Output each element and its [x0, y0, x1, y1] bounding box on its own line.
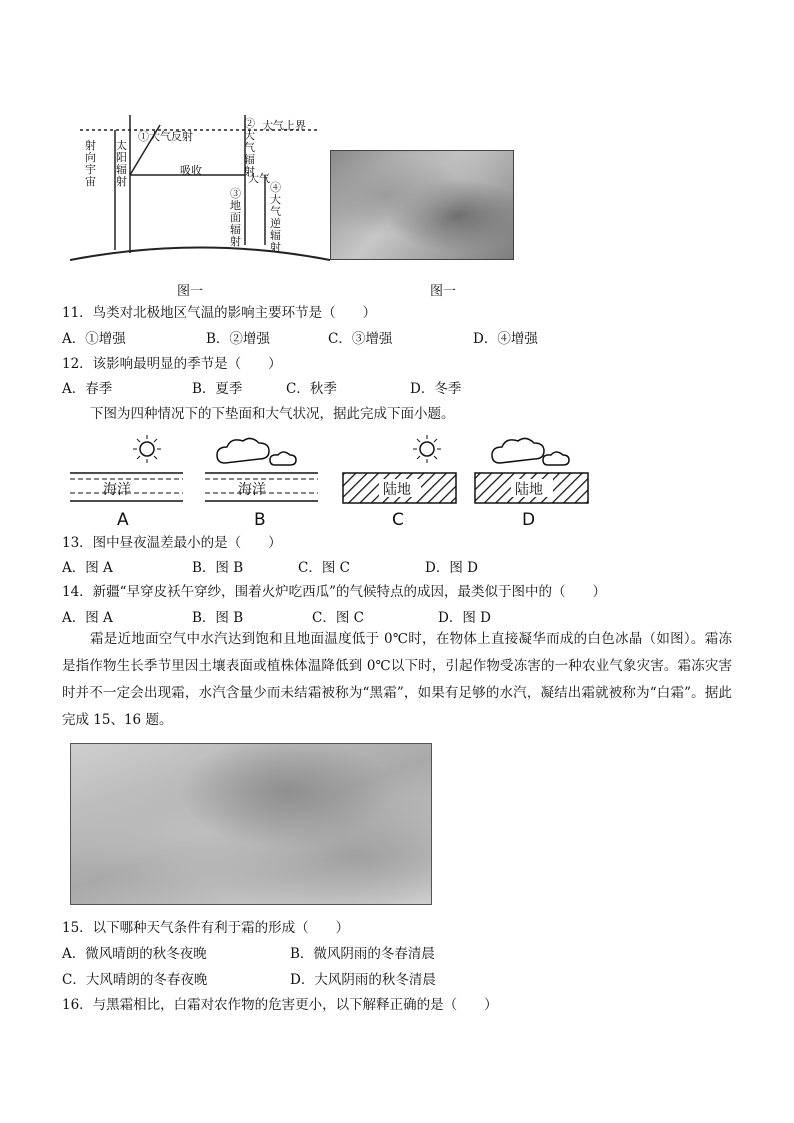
label-solar: 太阳辐射 [116, 139, 127, 188]
sun-icon [413, 435, 441, 463]
q15-stem: 15．以下哪种天气条件有利于霜的形成（ ） [62, 920, 350, 936]
q12-option-c: C．秋季 [286, 381, 337, 397]
label-atm: 大气 [248, 172, 270, 185]
scenario-d-surface: 陆地 [515, 482, 543, 498]
intro-13-14: 下图为四种情况下的下垫面和大气状况，据此完成下面小题。 [90, 406, 455, 422]
q12-stem: 12．该影响最明显的季节是（ ） [62, 356, 282, 372]
frost-photo [70, 743, 432, 905]
label-space: 射向宇宙 [85, 139, 96, 188]
q13-option-d: D．图 D [425, 560, 478, 576]
scenario-b-label: B [254, 510, 266, 530]
label-atm-top: 大气上界 [262, 119, 306, 132]
figure2-caption: 图一 [430, 284, 457, 299]
cloud-icon [492, 438, 569, 465]
label-atm-rad: ②大气辐射 [244, 117, 255, 178]
q14-stem: 14．新疆“早穿皮袄午穿纱，围着火炉吃西瓜”的气候特点的成因，最类似于图中的（ ） [62, 584, 606, 600]
q11-option-d: D．④增强 [473, 331, 538, 347]
scenario-b-surface: 海洋 [238, 482, 266, 498]
label-ground: ③地面辐射 [230, 187, 241, 248]
scenario-c-label: C [392, 510, 404, 530]
q15-option-a: A．微风晴朗的秋冬夜晚 [62, 946, 207, 962]
figure1-caption: 图一 [177, 284, 204, 299]
scenario-a-label: A [117, 510, 129, 530]
q13-option-b: B．图 B [192, 560, 244, 576]
q15-option-d: D．大风阴雨的秋冬清晨 [290, 972, 436, 988]
q11-option-b: B．②增强 [206, 331, 270, 347]
scenario-d-label: D [522, 510, 536, 530]
bird-photo [330, 150, 514, 260]
q14-option-a: A．图 A [62, 610, 113, 626]
label-counter: ④大气逆辐射 [270, 181, 281, 254]
q13-stem: 13．图中昼夜温差最小的是（ ） [62, 535, 282, 551]
label-reflect: ①大气反射 [138, 130, 193, 143]
q12-option-a: A．春季 [62, 381, 113, 397]
sun-icon [133, 435, 161, 463]
q15-option-b: B．微风阴雨的冬春清晨 [290, 946, 435, 962]
q14-option-c: C．图 C [312, 610, 364, 626]
q11-option-a: A．①增强 [62, 331, 126, 347]
q14-option-b: B．图 B [192, 610, 244, 626]
q12-option-b: B．夏季 [192, 381, 243, 397]
scenario-c-surface: 陆地 [383, 482, 411, 498]
q11-option-c: C．③增强 [328, 331, 393, 347]
q11-stem: 11．鸟类对北极地区气温的影响主要环节是（ ） [62, 305, 377, 321]
label-absorb: 吸收 [180, 164, 202, 177]
cloud-icon [217, 438, 296, 465]
q12-option-d: D．冬季 [410, 381, 462, 397]
scenario-a-surface: 海洋 [103, 482, 131, 498]
intro-15-16: 霜是近地面空气中水汽达到饱和且地面温度低于 0℃时，在物体上直接凝华而成的白色冰晶（如图）。霜冻是指作物生长季节里因土壤表面或植株体温降低到 0℃以下时，引起作物受冻害的一种农业气象灾害。霜冻灾害时并不一定会出现霜，水汽含量少而未结霜被称为“黑霜”，如果有足够的水汽，凝结出霜就被称为“白霜”。据此完成 15、16 题。 [62, 631, 732, 728]
q13-option-c: C．图 C [298, 560, 350, 576]
q13-option-a: A．图 A [62, 560, 113, 576]
q16-stem: 16．与黑霜相比，白霜对农作物的危害更小，以下解释正确的是（ ） [62, 997, 498, 1013]
q15-option-c: C．大风晴朗的冬春夜晚 [62, 972, 208, 988]
q14-option-d: D．图 D [438, 610, 491, 626]
